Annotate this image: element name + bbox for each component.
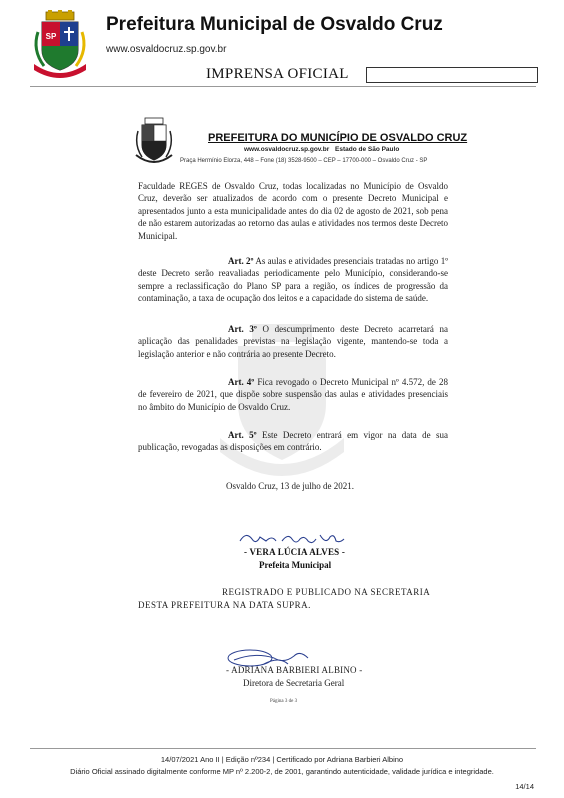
article-5 bbox=[138, 429, 448, 454]
date-line: Osvaldo Cruz, 13 de julho de 2021. bbox=[226, 481, 354, 491]
municipal-crest-logo bbox=[30, 10, 90, 80]
article-4-label: Art. 4º bbox=[228, 377, 255, 387]
municipality-url: www.osvaldocruz.sp.gov.br bbox=[106, 44, 227, 55]
secretary-name: - ADRIANA BARBIERI ALBINO - bbox=[226, 665, 363, 675]
mayor-name: - VERA LÚCIA ALVES - bbox=[244, 547, 346, 557]
article-2-label: Art. 2º bbox=[228, 256, 254, 266]
department-label: Departamento de Secretaria Geral bbox=[375, 69, 529, 80]
secretary-role: Diretora de Secretaria Geral bbox=[243, 678, 345, 688]
header-divider bbox=[30, 86, 536, 87]
footer-edition: 14/07/2021 Ano II | Edição nº234 | Certificado por Adriana Barbieri Albino bbox=[160, 755, 404, 764]
letterhead-title: PREFEITURA DO MUNICÍPIO DE OSVALDO CRUZ bbox=[208, 132, 468, 144]
article-4 bbox=[138, 376, 448, 413]
footer-certification: Diário Oficial assinado digitalmente conforme MP nº 2.200-2, de 2001, garantindo autenticidade, validade jurídica e integridade. bbox=[70, 767, 494, 776]
letterhead-url: www.osvaldocruz.sp.gov.br bbox=[244, 146, 330, 153]
page-number: Página 3 de 3 bbox=[270, 699, 298, 704]
paragraph-continuation: Faculdade REGES de Osvaldo Cruz, todas localizadas no Município de Osvaldo Cruz, deverão ser atualizados de acordo com o presente Decreto Municipal e apresentados junto a esta municipalidade antes do dia 02 de agosto de 2021, sob pena de não estarem autorizadas ao retorno das aulas e atividades nos termos deste Decreto Municipal. bbox=[138, 181, 448, 241]
registered-line-1: REGISTRADO E PUBLICADO NA SECRETARIA bbox=[222, 587, 431, 597]
article-5-label: Art. 5º bbox=[228, 430, 257, 440]
letterhead-crest-logo bbox=[134, 117, 174, 167]
article-2-text: As aulas e atividades presenciais tratadas no artigo 1º deste Decreto serão reavaliadas periodicamente pelo Município, considerando-se sempre a reclassificação do Plano SP para a região, os índices de progressão da contaminação, a taxa de ocupação dos leitos e a capacidade do sistema de saúde. bbox=[138, 256, 449, 304]
section-title: IMPRENSA OFICIAL bbox=[206, 66, 349, 82]
letterhead-address: Praça Hermínio Elorza, 448 – Fone (18) 3528-9500 – CEP – 17700-000 – Osvaldo Cruz - SP bbox=[180, 158, 428, 164]
footer-divider bbox=[30, 748, 536, 749]
article-5-text: Este Decreto entrará em vigor na data de sua publicação, revogadas as disposições em contrário. bbox=[138, 430, 448, 453]
department-badge bbox=[366, 67, 538, 83]
registered-line-2: DESTA PREFEITURA NA DATA SUPRA. bbox=[138, 600, 311, 610]
gazette-header bbox=[0, 0, 564, 90]
mayor-role: Prefeita Municipal bbox=[259, 560, 332, 570]
svg-text:SP: SP bbox=[45, 32, 57, 41]
mayor-signature bbox=[236, 527, 346, 549]
letterhead-state: Estado de São Paulo bbox=[335, 146, 400, 153]
article-3 bbox=[138, 323, 448, 360]
municipality-title: Prefeitura Municipal de Osvaldo Cruz bbox=[106, 14, 443, 35]
footer-page: 14/14 bbox=[515, 782, 534, 791]
article-3-label: Art. 3º bbox=[228, 324, 257, 334]
article-3-text: O descumprimento deste Decreto acarretará na aplicação das penalidades previstas na legislação vigente, mantendo-se toda a legislação anterior e não contrária ao presente Decreto. bbox=[138, 324, 448, 359]
article-4-text: Fica revogado o Decreto Municipal nº 4.572, de 28 de fevereiro de 2021, que dispõe sobre suspensão das aulas e atividades presenciais no âmbito do Município de Osvaldo Cruz. bbox=[138, 377, 448, 412]
article-2 bbox=[138, 255, 448, 305]
